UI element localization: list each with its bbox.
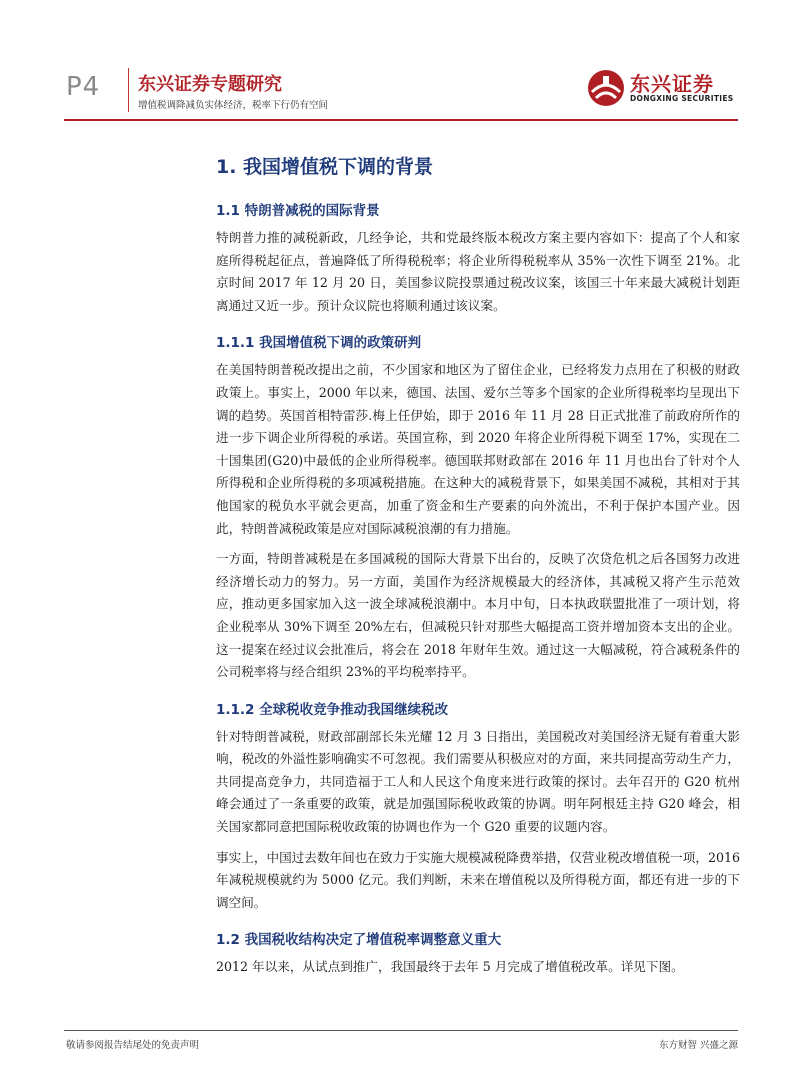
header-rule [64,119,738,121]
section-heading-1-1-1: 1.1.1 我国增值税下调的政策研判 [216,335,422,352]
paragraph-1-1-2-b: 事实上，中国过去数年间也在致力于实施大规模减税降费举措，仅营业税改增值税一项，2016 年减税规模就约为 5000 亿元。我们判断，未来在增值税以及所得税方面，都还有进一步的下调空间。 [216,849,740,910]
report-series-title: 东兴证券专题研究 [138,74,282,95]
paragraph-1-2: 2012 年以来，从试点到推广，我国最终于去年 5 月完成了增值税改革。详见下图。 [216,959,684,975]
paragraph-1-1: 特朗普力推的减税新政，几经争论，共和党最终版本税改方案主要内容如下：提高了个人和家庭所得税起征点，普遍降低了所得税税率；将企业所得税税率从 35%一次性下调至 21%。北京时间 2017 年 12 月 20 日，美国参议院投票通过税改议案，该国三十年来最大减税计划距离通过又近一步。预计众议院也将顺利通过该议案。 [216,230,740,313]
section-heading-1-1-2: 1.1.2 全球税收竞争推动我国继续税改 [216,701,449,718]
logo-mark-icon [586,68,626,108]
footer-disclaimer: 敬请参阅报告结尾处的免责声明 [66,1040,200,1051]
section-heading-1-2: 1.2 我国税收结构决定了增值税率调整意义重大 [216,932,502,949]
report-body [216,152,740,987]
footer-slogan: 东方财智 兴盛之源 [658,1040,738,1051]
logo-chinese-name: 东兴证券 [630,72,714,96]
report-subtitle: 增值税调降减负实体经济，税率下行仍有空间 [138,100,329,111]
paragraph-1-1-1-b: 一方面，特朗普减税是在多国减税的国际大背景下出台的，反映了次贷危机之后各国努力改进经济增长动力的努力。另一方面，美国作为经济规模最大的经济体，其减税又将产生示范效应，推动更多国家加入这一波全球减税浪潮中。本月中旬，日本执政联盟批准了一项计划，将企业税率从 30%下调至 20%左右，但减税只针对那些大幅提高工资并增加资本支出的企业。这一提案在经过议会批准后，将会在 2018 年财年生效。通过这一大幅减税，符合减税条件的公司税率将与经合组织 23%的平均税率持平。 [216,551,740,680]
section-heading-1-1: 1.1 特朗普减税的国际背景 [216,203,380,219]
paragraph-1-1-2-a: 针对特朗普减税，财政部副部长朱光耀 12 月 3 日指出，美国税改对美国经济无疑有着重大影响，税改的外溢性影响确实不可忽视。我们需要从积极应对的方面，来共同提高劳动生产力，共同提高竞争力，共同造福于工人和人民这个角度来进行政策的探讨。去年召开的 G20 杭州峰会通过了一条重要的政策，就是加强国际税收政策的协调。明年阿根廷主持 G20 峰会，相关国家都同意把国际税收政策的协调也作为一个 G20 重要的议题内容。 [216,728,740,835]
logo-english-name: DONGXING SECURITIES [630,94,734,103]
paragraph-1-1-1-a: 在美国特朗普税改提出之前，不少国家和地区为了留住企业，已经将发力点用在了积极的财政政策上。事实上，2000 年以来，德国、法国、爱尔兰等多个国家的企业所得税率均呈现出下调的趋势。英国首相特雷莎.梅上任伊始，即于 2016 年 11 月 28 日正式批准了前政府所作的进一步下调企业所得税的承诺。英国宣称，到 2020 年将企业所得税下调至 17%，实现在二十国集团(G20)中最低的企业所得税率。德国联邦财政部在 2016 年 11 月也出台了针对个人所得税和企业所得税的多项减税措施。在这种大的减税背景下，如果美国不减税，其相对于其他国家的税负水平就会更高，加重了资金和生产要素的向外流出，不利于保护本国产业。因此，特朗普减税政策是应对国际减税浪潮的有力措施。 [216,362,740,536]
header-divider [128,68,129,112]
page-number: P4 [66,72,101,102]
company-logo [586,64,736,112]
footer-rule [64,1030,738,1031]
section-heading-1: 1. 我国增值税下调的背景 [216,156,434,178]
